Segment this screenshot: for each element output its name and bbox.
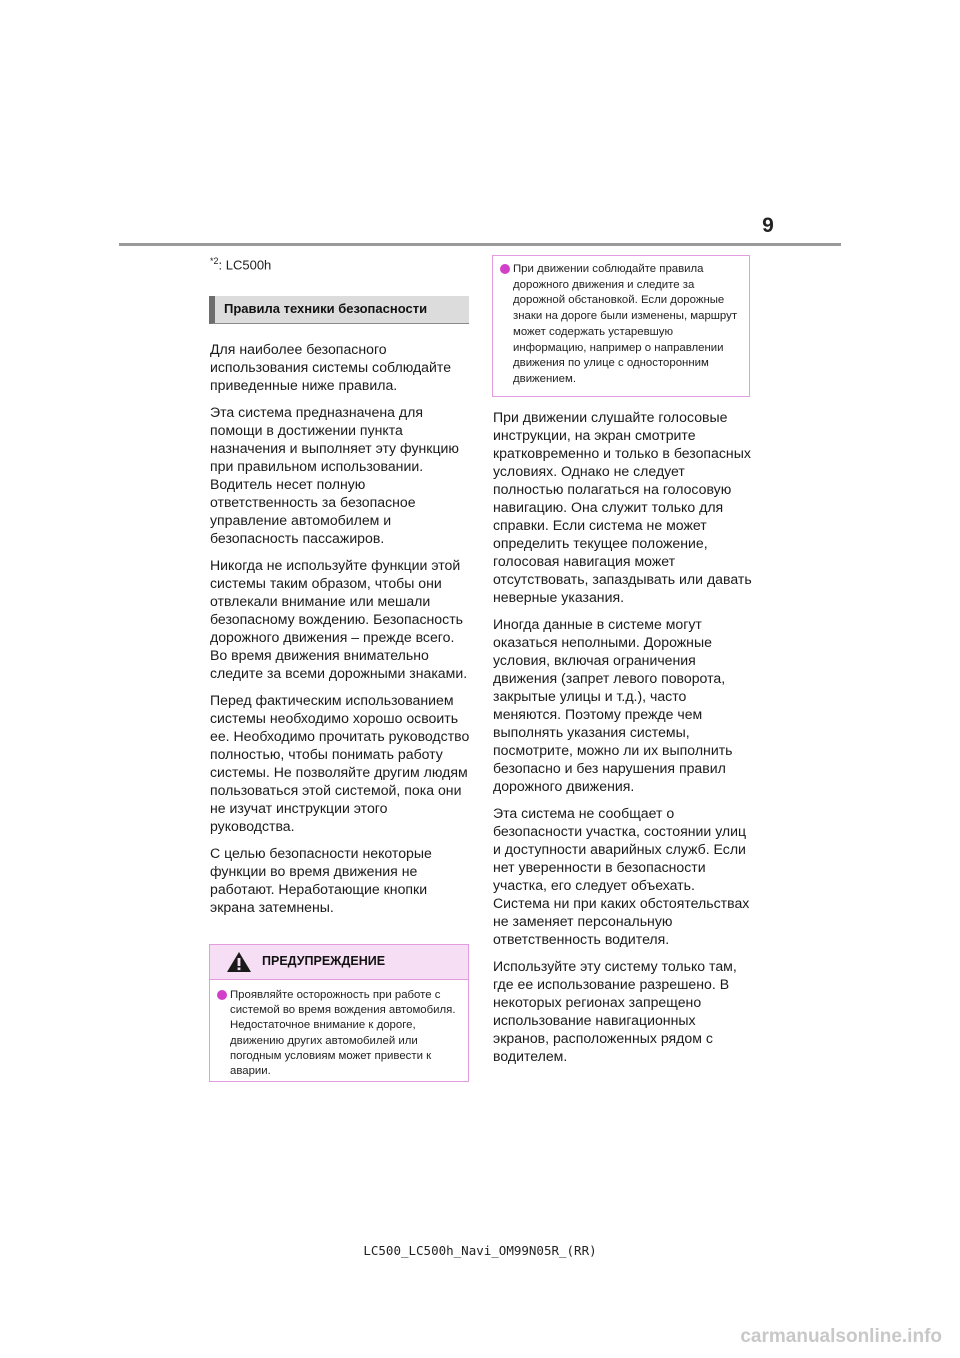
section-heading: Правила техники безопасности bbox=[209, 296, 469, 324]
footnote-marker: *2 bbox=[210, 256, 219, 266]
note-box bbox=[492, 255, 750, 397]
warning-triangle-icon bbox=[226, 951, 252, 973]
document-footer: LC500_LC500h_Navi_OM99N05R_(RR) bbox=[363, 1243, 597, 1258]
paragraph: Перед фактическим использованием системы необходимо хорошо освоить ее. Необходимо прочитать руководство полностью, чтобы понимать работу системы. Не позволяйте другим людям пользоваться этой системой, пока они не изучат инструкции этого руководства. bbox=[210, 692, 470, 834]
paragraph: Используйте эту систему только там, где ее использование разрешено. В некоторых регионах запрещено использование навигационных экранов, расположенных рядом с водителем. bbox=[493, 958, 737, 1064]
footnote-text: : LC500h bbox=[218, 257, 272, 273]
warning-body bbox=[210, 980, 468, 1079]
page-number: 9 bbox=[762, 214, 774, 237]
paragraph: Иногда данные в системе могут оказаться неполными. Дорожные условия, включая ограничения движения (запрет левого поворота, закрытые улицы и т.д.), часто меняются. Поэтому прежде чем выполнять указания системы, посмотрите, можно ли их выполнить безопасно и без нарушения правил дорожного движения. bbox=[493, 616, 733, 794]
paragraph: Никогда не используйте функции этой системы таким образом, чтобы они отвлекали внимание или мешали безопасному вождению. Безопасность дорожного движения – прежде всего. Во время движения внимательно следите за всеми дорожными знаками. bbox=[210, 557, 468, 681]
bullet-icon bbox=[500, 264, 510, 274]
right-column bbox=[493, 408, 755, 1074]
paragraph: С целью безопасности некоторые функции во время движения не работают. Неработающие кнопки экрана затемнены. bbox=[210, 845, 432, 915]
left-column bbox=[210, 340, 472, 925]
bullet-icon bbox=[217, 990, 227, 1000]
footnote bbox=[210, 256, 271, 272]
note-text: При движении соблюдайте правила дорожного движения и следите за дорожной обстановкой. Если дорожные знаки на дороге были изменены, маршрут может содержать устаревшую информацию, например о направлении движения по улице с односторонним движением. bbox=[513, 263, 738, 385]
warning-title: ПРЕДУПРЕЖДЕНИЕ bbox=[262, 954, 386, 968]
header-divider bbox=[119, 243, 841, 246]
watermark-text: carmanualsonline.info bbox=[740, 1326, 942, 1347]
paragraph: Эта система предназначена для помощи в достижении пункта назначения и выполняет эту функцию при правильном использовании. Водитель несет полную ответственность за безопасное управление автомобилем и безопасность пассажиров. bbox=[210, 404, 459, 546]
warning-header bbox=[210, 945, 468, 980]
paragraph: Для наиболее безопасного использования системы соблюдайте приведенные ниже правила. bbox=[210, 341, 452, 393]
paragraph: Эта система не сообщает о безопасности участка, состоянии улиц и доступности аварийных служб. Если нет уверенности в безопасности участка, его следует объехать. Система ни при каких обстоятельствах не заменяет персональную ответственность водителя. bbox=[493, 805, 750, 947]
paragraph: При движении слушайте голосовые инструкции, на экран смотрите кратковременно и только в безопасных условиях. Однако не следует полностью полагаться на голосовую навигацию. Она служит только для справки. Если система не может определить текущее положение, голосовая навигация может отсутствовать, запаздывать или давать неверные указания. bbox=[493, 409, 752, 605]
warning-text: Проявляйте осторожность при работе с системой во время вождения автомобиля. Недостаточное внимание к дороге, движению других автомобилей или погодным условиям может привести к аварии. bbox=[230, 989, 456, 1078]
note-body bbox=[493, 256, 749, 388]
warning-box bbox=[209, 944, 469, 1082]
